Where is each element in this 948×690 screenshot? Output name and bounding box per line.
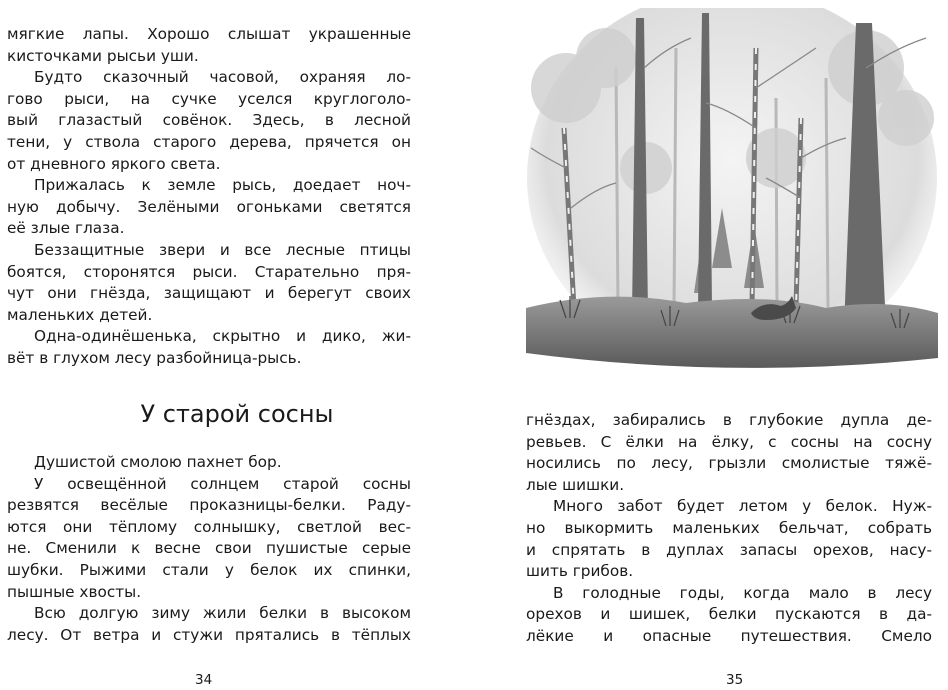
- left-page-text-top: [7, 24, 411, 370]
- text-line: Будто сказочный часовой, охраняя ло-: [34, 68, 411, 87]
- text-line: ную добычу. Зелёными огоньками светятся: [7, 197, 411, 216]
- text-line: гово рыси, на сучке уселся круглоголо-: [7, 89, 411, 108]
- left-page-text-bottom: [7, 452, 411, 646]
- text-line: Одна-одинёшенька, скрытно и дико, жи-: [34, 327, 411, 346]
- text-line: резвятся весёлые проказницы-белки. Раду-: [7, 496, 411, 515]
- text-line: Прижалась к земле рысь, доедает ноч-: [34, 176, 411, 195]
- forest-illustration-icon: [526, 8, 938, 380]
- text-line: боятся, сторонятся рыси. Старательно пря-: [7, 262, 411, 281]
- text-line: У освещённой солнцем старой сосны: [34, 474, 411, 493]
- text-line: носились по лесу, грызли смолистые тяжё-: [526, 454, 932, 473]
- text-line: кисточками рысьи уши.: [7, 46, 199, 65]
- text-line: вёт в глухом лесу разбойница-рысь.: [7, 348, 302, 367]
- text-line: и спрятать в дуплах запасы орехов, насу-: [526, 540, 932, 559]
- text-line: от дневного яркого света.: [7, 154, 221, 173]
- text-line: чут они гнёзда, защищают и берегут своих: [7, 284, 411, 303]
- page-number-right: 35: [726, 672, 744, 688]
- text-line: вый глазастый совёнок. Здесь, в лесной: [7, 111, 411, 130]
- text-line: маленьких детей.: [7, 305, 153, 324]
- page-number-left: 34: [195, 672, 213, 688]
- text-line: Душистой смолою пахнет бор.: [34, 453, 282, 471]
- text-line: тени, у ствола старого дерева, прячется он: [7, 132, 411, 151]
- text-line: мягкие лапы. Хорошо слышат украшенные: [7, 25, 411, 43]
- text-line: ются они тёплому солнышку, светлой вес-: [7, 517, 411, 536]
- text-line: но выкормить маленьких бельчат, собрать: [526, 518, 932, 537]
- text-line: В голодные годы, когда мало в лесу: [553, 583, 932, 602]
- chapter-heading: У старой сосны: [140, 400, 334, 428]
- text-line: Всю долгую зиму жили белки в высоком: [34, 604, 411, 623]
- text-line: шить грибов.: [526, 562, 634, 581]
- text-line: пышные хвосты.: [7, 582, 142, 601]
- text-line: шубки. Рыжими стали у белок их спинки,: [7, 560, 411, 579]
- text-line: Много забот будет летом у белок. Нуж-: [553, 497, 932, 516]
- text-line: гнёздах, забирались в глубокие дупла де-: [526, 411, 932, 429]
- text-line: орехов и шишек, белки пускаются в да-: [526, 605, 932, 624]
- text-line: ревьев. С ёлки на ёлку, с сосны на сосну: [526, 432, 932, 451]
- text-line: её злые глаза.: [7, 219, 125, 238]
- right-page-text: [526, 410, 932, 648]
- text-line: лые шишки.: [526, 475, 625, 494]
- text-line: лёкие и опасные путешествия. Смело: [526, 626, 932, 645]
- text-line: лесу. От ветра и стужи прятались в тёплых: [7, 625, 411, 644]
- text-line: не. Сменили к весне свои пушистые серые: [7, 539, 411, 558]
- right-page: [474, 0, 948, 690]
- text-line: Беззащитные звери и все лесные птицы: [34, 240, 411, 259]
